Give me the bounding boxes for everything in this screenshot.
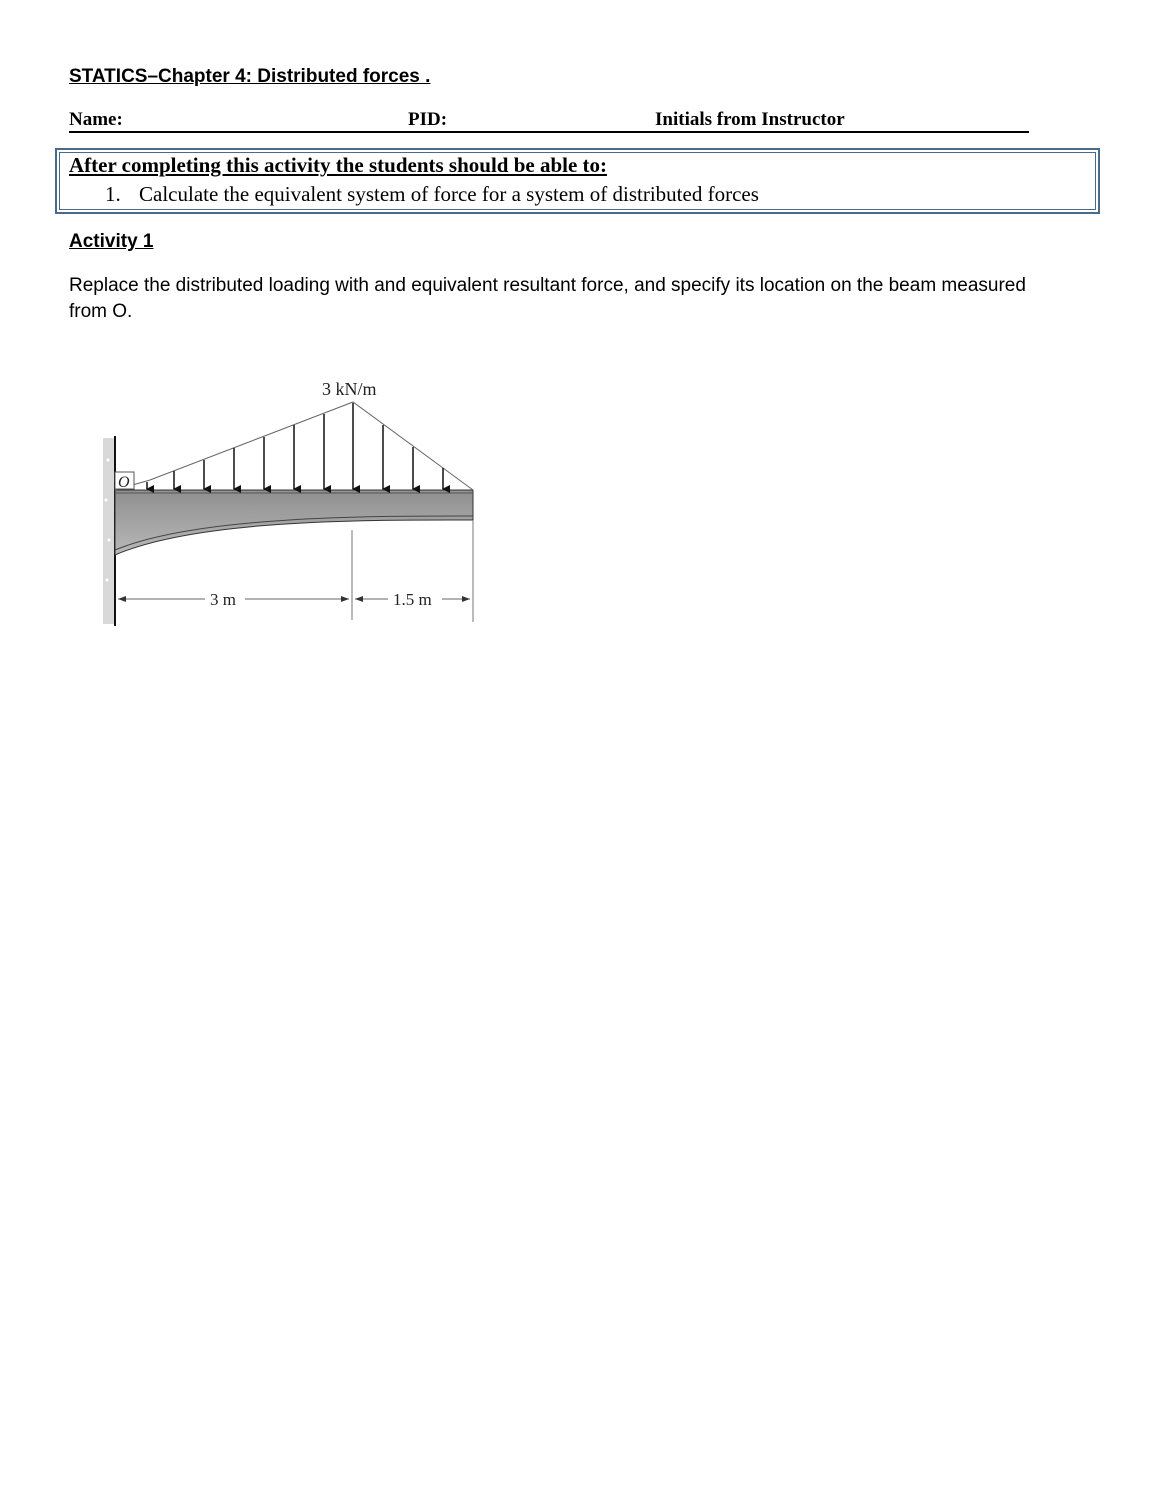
beam-load-figure xyxy=(0,0,1170,700)
dimension-left-label: 3 m xyxy=(210,590,236,609)
pid-label: PID: xyxy=(408,109,448,130)
fixed-wall-support xyxy=(103,436,115,626)
initials-label: Initials from Instructor xyxy=(655,109,845,130)
objective-number: 1. xyxy=(105,182,121,206)
objectives-heading: After completing this activity the students should be able to: xyxy=(69,153,608,177)
cantilever-beam xyxy=(115,490,473,555)
page-title: STATICS–Chapter 4: Distributed forces . xyxy=(69,66,431,87)
load-arrows xyxy=(147,403,443,489)
name-label: Name: xyxy=(69,109,123,130)
origin-label: O xyxy=(118,474,130,491)
activity-prompt: Replace the distributed loading with and equivalent resultant force, and specify its location on the beam measured from O. xyxy=(69,275,1026,322)
activity-title: Activity 1 xyxy=(69,231,154,252)
peak-load-label: 3 kN/m xyxy=(322,379,377,399)
objective-text: Calculate the equivalent system of force for a system of distributed forces xyxy=(139,182,759,206)
dimension-right-label: 1.5 m xyxy=(393,590,432,609)
